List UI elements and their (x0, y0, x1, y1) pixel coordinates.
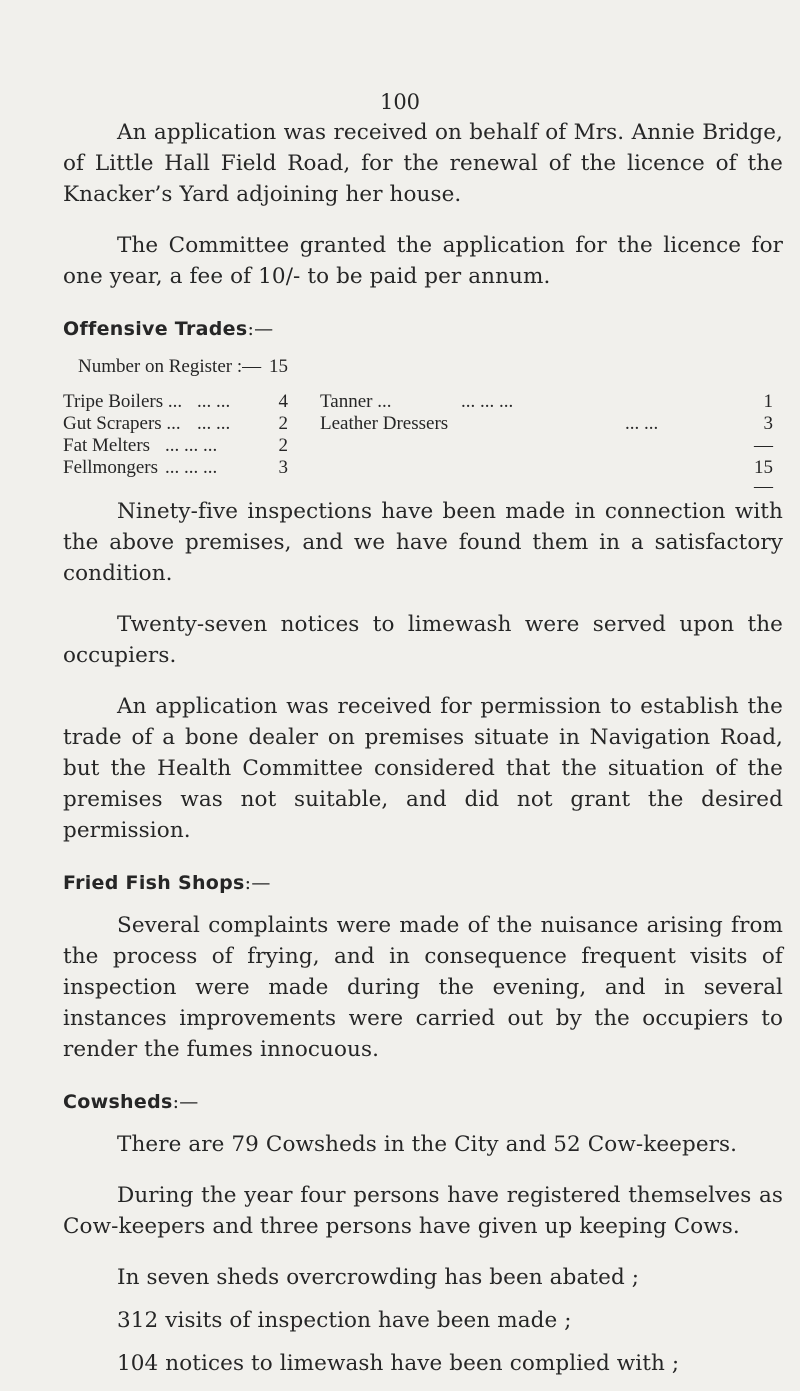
trade-count: 2 (278, 435, 288, 456)
heading-suffix: :— (244, 872, 271, 894)
register-label: Number on Register :— (78, 356, 262, 377)
paragraph-licence-granted: The Committee granted the application for the licence for one year, a fee of 10/- to be paid per annum. (63, 233, 783, 289)
offensive-trades-register (63, 356, 783, 496)
trade-count: 1 (763, 391, 773, 412)
paragraph-cowsheds-count: There are 79 Cowsheds in the City and 52 Cow-keepers. (117, 1132, 738, 1157)
sum-rule: — (754, 435, 773, 456)
paragraph-fried-fish: Several complaints were made of the nuisance arising from the process of frying, and in consequence frequent visits of inspection were made during the evening, and in several instances improvements were carried out by the occupiers to render the fumes innocuous. (63, 913, 783, 1062)
heading-fried-fish-shops (63, 872, 783, 894)
trade-count: 2 (278, 413, 288, 434)
register-total: 15 (269, 356, 288, 377)
trade-count: 3 (278, 457, 288, 478)
paragraph-knackers-yard: An application was received on behalf of Mrs. Annie Bridge, of Little Hall Field Road, for the renewal of the licence of the Knacker’s Yard adjoining her house. (63, 120, 783, 207)
trade-label: Tripe Boilers ... (63, 391, 183, 412)
trade-label: Tanner ... (320, 391, 392, 412)
heading-text: Cowsheds (63, 1091, 173, 1113)
trade-leaders: ... ... (625, 413, 659, 434)
trade-label: Gut Scrapers ... (63, 413, 181, 434)
paragraph-inspections: Ninety-five inspections have been made in connection with the above premises, and we have found them in a satisfactory condition. (63, 499, 783, 586)
heading-text: Fried Fish Shops (63, 872, 245, 894)
trade-leaders: ... ... ... (165, 457, 218, 478)
trade-label: Leather Dressers (320, 413, 449, 434)
heading-suffix: :— (247, 318, 274, 340)
paragraph-limewash-notices: Twenty-seven notices to limewash were served upon the occupiers. (63, 612, 783, 668)
heading-text: Offensive Trades (63, 318, 248, 340)
list-item: In seven sheds overcrowding has been abated ; (117, 1265, 640, 1290)
trade-label: Fellmongers (63, 457, 158, 478)
paragraph-cow-keepers: During the year four persons have registered themselves as Cow-keepers and three persons have given up keeping Cows. (63, 1183, 783, 1239)
paragraph-bone-dealer: An application was received for permission to establish the trade of a bone dealer on premises situate in Navigation Road, but the Health Committee considered that the situation of the premises was not suitable, and did not grant the desired permission. (63, 694, 783, 843)
page-content (63, 117, 783, 1391)
trade-count: 4 (278, 391, 288, 412)
total-rule: — (754, 476, 773, 497)
heading-offensive-trades (63, 318, 783, 340)
heading-suffix: :— (172, 1091, 199, 1113)
trades-total: 15 (754, 457, 773, 478)
trade-leaders: ... ... (197, 413, 231, 434)
trade-label: Fat Melters (63, 435, 151, 456)
heading-cowsheds (63, 1091, 783, 1113)
list-item: 104 notices to limewash have been complied with ; (117, 1351, 680, 1376)
list-item: 312 visits of inspection have been made ; (117, 1308, 572, 1333)
trade-count: 3 (763, 413, 773, 434)
trade-leaders: ... ... ... (461, 391, 514, 412)
trade-leaders: ... ... (197, 391, 231, 412)
page-number: 100 (379, 90, 421, 114)
cowsheds-list (63, 1262, 783, 1379)
trade-leaders: ... ... ... (165, 435, 218, 456)
